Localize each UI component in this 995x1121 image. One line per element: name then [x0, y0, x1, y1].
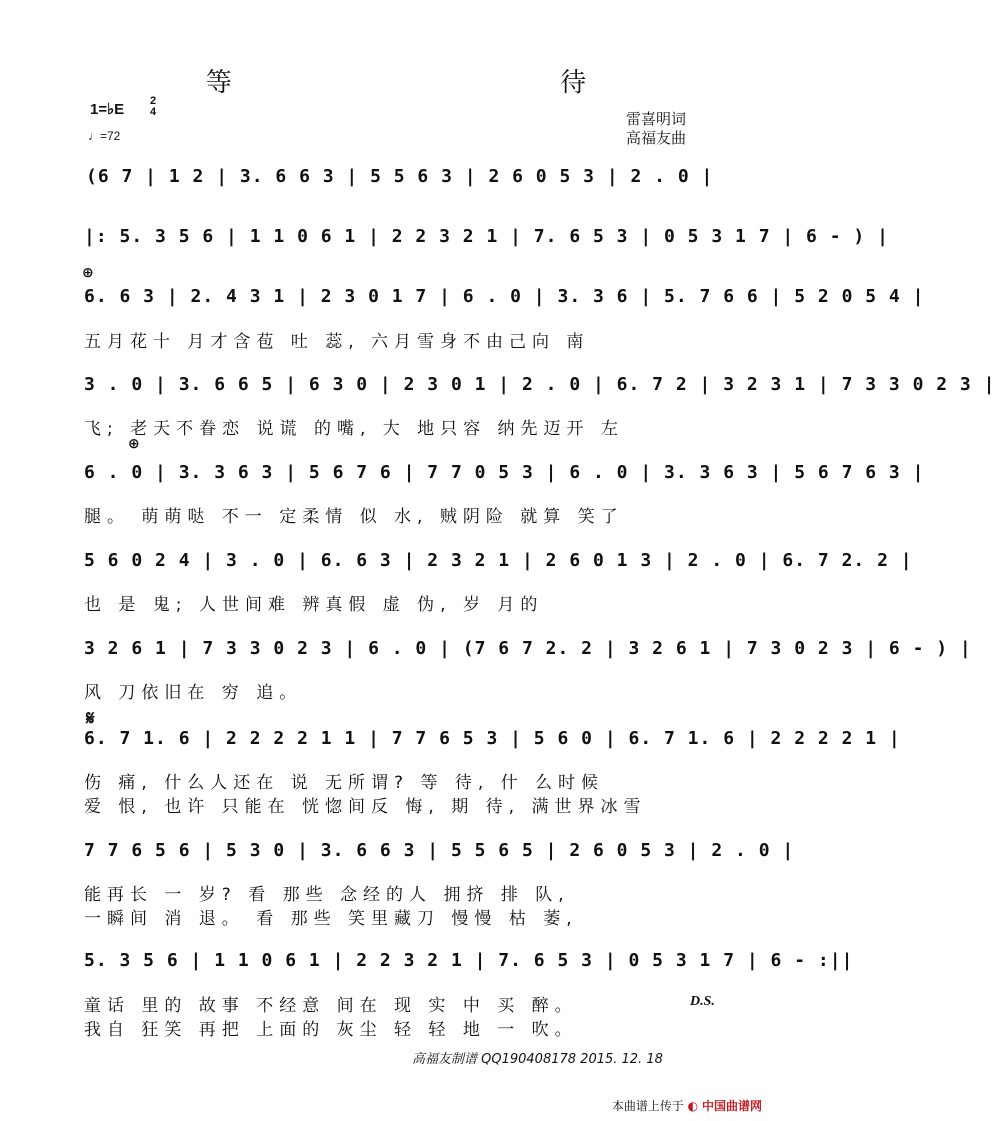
lyrics-line-3: 五月花十 月才含苞 吐 蕊, 六月雪身不由己向 南	[84, 332, 590, 352]
score-line-1: (6 7 | 1 2 | 3. 6 6 3 | 5 5 6 3 | 2 6 0 5 3 | 2 . 0 |	[86, 166, 714, 187]
lyrics-line-7: 风 刀依旧在 穷 追。	[84, 683, 303, 703]
score-line-4: 3 . 0 | 3. 6 6 5 | 6 3 0 | 2 3 0 1 | 2 . 0 | 6. 7 2 | 3 2 3 1 | 7 3 3 0 2 3 |	[84, 374, 995, 395]
lyrics-line-5: 腿。 萌萌哒 不一 定柔情 似 水, 贼阴险 就算 笑了	[84, 507, 624, 527]
score-line-7: 3 2 6 1 | 7 3 3 0 2 3 | 6 . 0 | (7 6 7 2. 2 | 3 2 6 1 | 7 3 0 2 3 | 6 - ) |	[84, 638, 972, 659]
lyrics-line-4: 飞; 老天不眷恋 说谎 的嘴, 大 地只容 纳先迈开 左	[84, 419, 624, 439]
lyrics-line-9b: 一瞬间 消 退。 看 那些 笑里藏刀 慢慢 枯 萎,	[84, 909, 578, 929]
upload-footer	[612, 1097, 762, 1114]
coda-sign-icon: ⊕	[82, 265, 94, 281]
transcriber-signature: 高福友制谱 QQ190408178 2015. 12. 18	[412, 1052, 663, 1067]
coda-sign-icon: ⊕	[128, 436, 140, 452]
score-line-2: |: 5. 3 5 6 | 1 1 0 6 1 | 2 2 3 2 1 | 7. 6 5 3 | 0 5 3 1 7 | 6 - ) |	[84, 226, 889, 247]
song-title: 等 待	[205, 68, 747, 98]
score-line-9: 7 7 6 5 6 | 5 3 0 | 3. 6 6 3 | 5 5 6 5 | 2 6 0 5 3 | 2 . 0 |	[84, 840, 795, 861]
footer-brand[interactable]: 中国曲谱网	[701, 1099, 762, 1113]
score-line-6: 5 6 0 2 4 | 3 . 0 | 6. 6 3 | 2 3 2 1 | 2 6 0 1 3 | 2 . 0 | 6. 7 2. 2 |	[84, 550, 913, 571]
score-line-10: 5. 3 5 6 | 1 1 0 6 1 | 2 2 3 2 1 | 7. 6 5 3 | 0 5 3 1 7 | 6 - :||	[84, 950, 854, 971]
lyrics-line-9a: 能再长 一 岁? 看 那些 念经的人 拥挤 排 队,	[84, 885, 570, 905]
score-line-3: 6. 6 3 | 2. 4 3 1 | 2 3 0 1 7 | 6 . 0 | 3. 3 6 | 5. 7 6 6 | 5 2 0 5 4 |	[84, 286, 925, 307]
time-signature	[150, 96, 156, 118]
lyrics-line-6: 也 是 鬼; 人世间难 辨真假 虚 伪, 岁 月的	[84, 595, 544, 615]
lyrics-line-8a: 伤 痛, 什么人还在 说 无所谓? 等 待, 什 么时候	[84, 773, 605, 793]
score-line-8: 6. 7 1. 6 | 2 2 2 2 1 1 | 7 7 6 5 3 | 5 6 0 | 6. 7 1. 6 | 2 2 2 2 1 |	[84, 728, 901, 749]
footer-prefix: 本曲谱上传于	[611, 1099, 684, 1113]
tempo-marking: ♩=72	[88, 129, 121, 143]
key-signature: 1=♭E	[90, 101, 125, 118]
meter-bottom: 4	[150, 106, 157, 118]
dal-segno-mark: D.S.	[690, 994, 715, 1009]
lyrics-line-8b: 爱 恨, 也许 只能在 恍惚间反 悔, 期 待, 满世界冰雪	[84, 797, 647, 817]
lyrics-line-10a: 童话 里的 故事 不经意 间在 现 实 中 买 醉。	[84, 996, 578, 1016]
lyricist-credit: 雷喜明词	[626, 110, 687, 128]
lyrics-line-10b: 我自 狂笑 再把 上面的 灰尘 轻 轻 地 一 吹。	[84, 1020, 578, 1040]
meter-top: 2	[150, 95, 157, 107]
score-line-5: 6 . 0 | 3. 3 6 3 | 5 6 7 6 | 7 7 0 5 3 | 6 . 0 | 3. 3 6 3 | 5 6 7 6 3 |	[84, 462, 925, 483]
segno-sign-icon: 𝄋	[86, 706, 95, 730]
site-logo-icon: ◐	[687, 1099, 699, 1113]
composer-credit: 高福友曲	[626, 129, 687, 147]
